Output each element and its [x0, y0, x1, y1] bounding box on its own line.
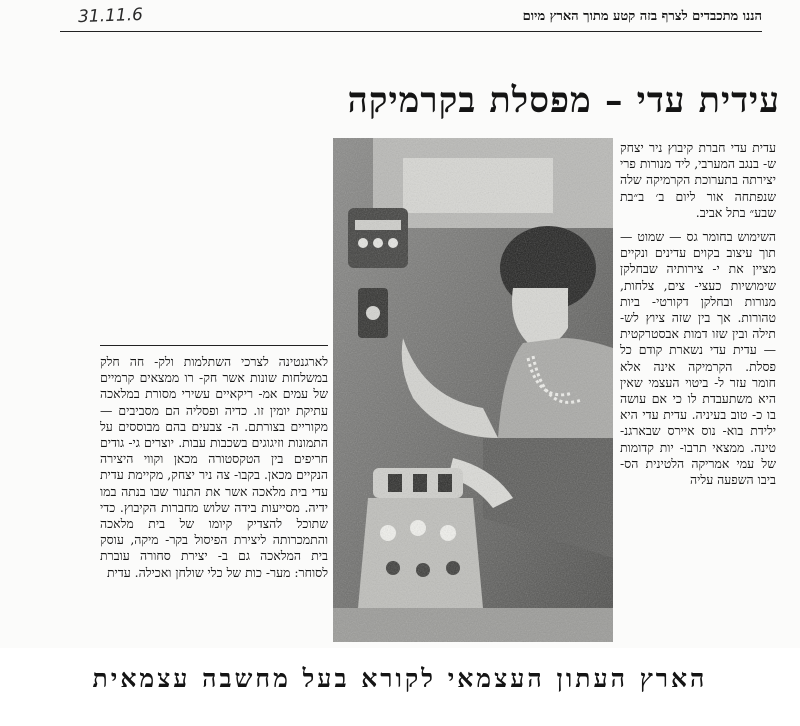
ceramicist-photo-illustration: [333, 138, 613, 642]
article-headline: עידית עדי – מפסלת בקרמיקה: [347, 80, 780, 121]
article-paragraph: עדית עדי חברת קיבוץ ניר יצחק ש- בנגב המערבי, ליד מנורות פרי יצירתה בתערוכת הקרמיקה שלה שנפתחה אור ליום ב׳ ב״בת שבע״ בתל אביב.: [620, 140, 776, 220]
clipping-header: הננו מתכבדים לצרף בזה קטע מתוך הארץ מיום: [522, 9, 762, 24]
article-paragraph: לארגנטינה לצרכי השתלמות ולק- חה חלק במשלחות שונות אשר חק- רו ממצאים קרמיים של עמים אמ- ריקאיים עשירי מסורת במלאכה עתיקת יומין זו. כדיה ופסליה הם מסביבים — מקוריים בצורתם. ה- צבעים בהם מבוססים על התמונות וזיגוגים בשכבות עבות. יוצרים גי- גודים חריפים בין הטקסטורה מכאן וקווי היצירה הנקיים מכאן. בקבו- צה ניר יצחק, מקיימת עדית עדי בית מלאכה אשר את התנור שבו בנתה במו ידיה. מסייעות בידה שלוש מחברות הקיבוץ. כדי שתוכל להצדיק קיומו של בית מלאכה והתמכרותה ליצירת הפיסול בקר- מיקה, עוסק בית המלאכה גם ב- יצירת סחורה עוברת לסוחר: מער- כות של כלי שולחן ואכילה. עדית: [100, 354, 328, 580]
handwritten-date: 31.11.6: [77, 4, 144, 28]
article-paragraph: השימוש בחומר גס — שמוט — תוך עיצוב בקוים עדינים ונקיים מציין את י- צירותיה שבחלקן שימושיות כעצי- צים, צלחות, מנורות ובחלקן דקורטי- ביות טהורות. אך בין שזה ציוץ לש- תילה ובין שזו דמות אבסטרקטית — עדית עדי נשארת קודם כל פסלת. הקרמיקה אינה אלא חומר עזר ל- ביטוי העצמי שאין היא משתעבדת לו כי אם עושה בו כ- טוב בעיניה. עדית עדי היא ילידת בוא- נוס איירס שבארגנ- טינה. ממצאי תרבו- יות קדומות של עמי אמריקה הלטינית הס- ביבו השפעה עליה: [620, 229, 776, 488]
article-photo: [333, 138, 613, 642]
article-right-column: [620, 140, 776, 496]
article-left-column: [100, 345, 328, 581]
header-rule: [60, 31, 762, 32]
footer-slogan: הארץ העתון העצמאי לקורא בעל מחשבה עצמאית: [92, 664, 708, 693]
